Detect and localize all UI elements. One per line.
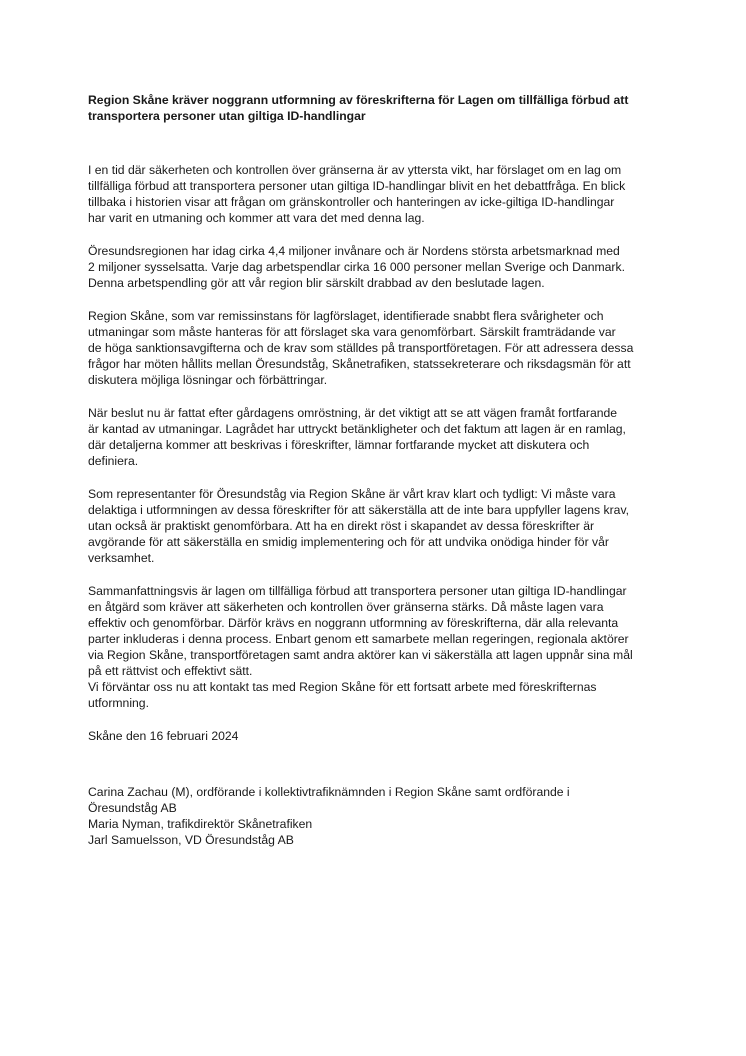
text-line: tillbaka i historien visar att frågan om gränskontroller och hanteringen av icke-giltiga ID-handlingar (88, 195, 615, 209)
text-line: effektiv och genomförbar. Därför krävs en noggrann utformning av föreskrifterna, där alla relevanta (88, 616, 619, 630)
text-line: verksamhet. (88, 551, 155, 565)
text-line: delaktiga i utformningen av dessa föreskrifter för att säkerställa att de inte bara uppfyller lagens krav, (88, 503, 630, 517)
text-line: de höga sanktionsavgifterna och de krav som ställdes på transportföretagen. För att adressera dessa (88, 341, 634, 355)
text-line: på ett rättvist och effektivt sätt. (88, 664, 253, 678)
text-line: Vi förväntar oss nu att kontakt tas med Region Skåne för ett fortsatt arbete med föreskrifternas (88, 680, 597, 694)
document-date: Skåne den 16 februari 2024 (88, 729, 239, 743)
text-line: via Region Skåne, transportföretagen samt andra aktörer kan vi säkerställa att lagen uppnår sina mål (88, 648, 633, 662)
title-line: Region Skåne kräver noggrann utformning av föreskrifterna för Lagen om tillfälliga förbud att (88, 93, 629, 107)
text-line: tillfälliga förbud att transportera personer utan giltiga ID-handlingar blivit en het debattfråga. En blick (88, 179, 626, 193)
signature-line: Maria Nyman, trafikdirektör Skånetrafiken (88, 817, 313, 831)
paragraph-decision (88, 405, 654, 469)
text-line: där detaljerna kommer att beskrivas i föreskrifter, lämnar fortfarande mycket att diskutera och (88, 438, 590, 452)
text-line: är kantad av utmaningar. Lagrådet har uttryckt betänkligheter och det faktum att lagen är en ramlag, (88, 422, 626, 436)
document-page (88, 92, 654, 848)
signature-line: Carina Zachau (M), ordförande i kollektivtrafiknämnden i Region Skåne samt ordförande i (88, 785, 570, 799)
text-line: Region Skåne, som var remissinstans för lagförslaget, identifierade snabbt flera svårigheter och (88, 309, 604, 323)
text-line: I en tid där säkerheten och kontrollen över gränserna är av yttersta vikt, har förslaget om en lag om (88, 163, 622, 177)
signature-line: Öresundståg AB (88, 801, 177, 815)
text-line: När beslut nu är fattat efter gårdagens omröstning, är det viktigt att se att vägen framåt fortfarande (88, 406, 618, 420)
signature-block (88, 784, 654, 848)
signature-line: Jarl Samuelsson, VD Öresundståg AB (88, 833, 294, 847)
text-line: har varit en utmaning och kommer att vara det med denna lag. (88, 211, 425, 225)
text-line: utformning. (88, 696, 149, 710)
text-line: utmaningar som måste hanteras för att förslaget ska vara genomförbart. Särskilt framträdande var (88, 325, 616, 339)
text-line: Öresundsregionen har idag cirka 4,4 miljoner invånare och är Nordens största arbetsmarknad med (88, 244, 620, 258)
text-line: en åtgärd som kräver att säkerheten och kontrollen över gränserna stärks. Då måste lagen vara (88, 600, 604, 614)
text-line: 2 miljoner sysselsatta. Varje dag arbetspendlar cirka 16 000 personer mellan Sverige och Danmark. (88, 260, 625, 274)
paragraph-intro (88, 162, 654, 226)
text-line: diskutera möjliga lösningar och förbättringar. (88, 373, 328, 387)
text-line: frågor har möten hållits mellan Öresundståg, Skånetrafiken, statssekreterare och riksdagsmän för att (88, 357, 631, 371)
paragraph-consultation (88, 308, 654, 388)
text-line: Som representanter för Öresundståg via Region Skåne är vårt krav klart och tydligt: Vi måste vara (88, 487, 616, 501)
paragraph-summary (88, 583, 654, 711)
text-line: definiera. (88, 454, 139, 468)
paragraph-region-facts (88, 243, 654, 291)
text-line: Sammanfattningsvis är lagen om tillfälliga förbud att transportera personer utan giltiga ID-handlingar (88, 584, 627, 598)
text-line: avgörande för att säkerställa en smidig implementering och för att undvika onödiga hinder för vår (88, 535, 609, 549)
text-line: Denna arbetspendling gör att vår region blir särskilt drabbad av den beslutade lagen. (88, 276, 545, 290)
title-line: transportera personer utan giltiga ID-handlingar (88, 109, 366, 123)
text-line: utan också är praktiskt genomförbara. Att ha en direkt röst i skapandet av dessa föreskrifter är (88, 519, 595, 533)
paragraph-demand (88, 486, 654, 566)
document-title (88, 92, 654, 124)
text-line: parter inkluderas i denna process. Enbart genom ett samarbete mellan regeringen, regionala aktörer (88, 632, 629, 646)
